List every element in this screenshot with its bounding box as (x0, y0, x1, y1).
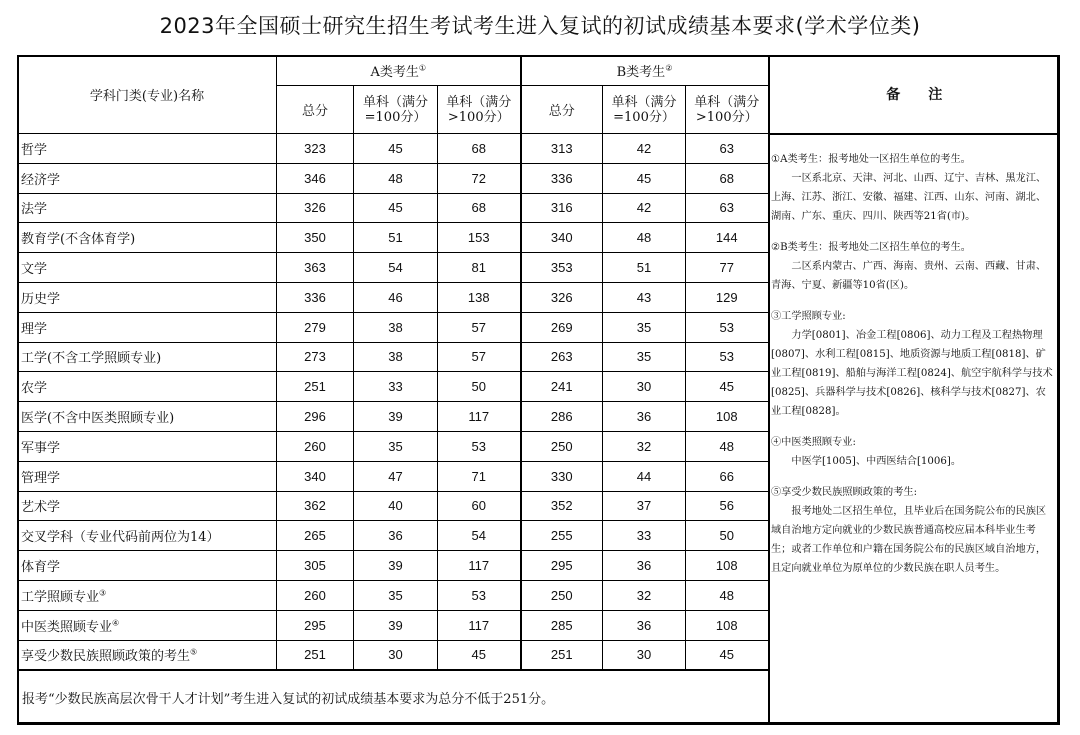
page-title: 2023年全国硕士研究生招生考试考生进入复试的初试成绩基本要求(学术学位类) (159, 14, 921, 38)
header-remarks: 备 注 (769, 56, 1060, 134)
score-a-single-gt100: 53 (438, 580, 521, 610)
score-b-single-gt100: 63 (686, 193, 769, 223)
score-b-total: 336 (521, 163, 603, 193)
score-a-total: 295 (277, 610, 354, 640)
score-a-single-100: 45 (354, 193, 438, 223)
note-5-body: 报考地处二区招生单位，且毕业后在国务院公布的民族区域自治地方定向就业的少数民族普通高校应届本科毕业生考生；或者工作单位和户籍在国务院公布的民族区域自治地方，且定向就业单位为原单位的少数民族在职人员考生。 (771, 506, 1047, 574)
score-a-single-100: 39 (354, 610, 438, 640)
header-b-single-100: 单科（满分 =100分） (603, 86, 686, 134)
score-a-total: 350 (277, 223, 354, 253)
score-a-single-gt100: 72 (438, 163, 521, 193)
score-b-single-gt100: 48 (686, 580, 769, 610)
note-5-head: ⑤享受少数民族照顾政策的考生: (771, 487, 918, 498)
score-a-total: 326 (277, 193, 354, 223)
header-group-b: B类考生② (521, 56, 769, 86)
score-b-single-100: 33 (603, 521, 686, 551)
score-b-total: 250 (521, 431, 603, 461)
score-b-single-100: 36 (603, 402, 686, 432)
note-3-head: ③工学照顾专业: (771, 311, 846, 322)
score-b-single-100: 32 (603, 431, 686, 461)
score-a-single-gt100: 117 (438, 610, 521, 640)
score-b-total: 251 (521, 640, 603, 670)
score-b-single-100: 35 (603, 312, 686, 342)
score-b-single-gt100: 108 (686, 402, 769, 432)
score-b-total: 352 (521, 491, 603, 521)
score-b-single-100: 35 (603, 342, 686, 372)
score-a-single-gt100: 71 (438, 461, 521, 491)
score-a-single-100: 35 (354, 580, 438, 610)
score-a-single-100: 54 (354, 253, 438, 283)
score-a-total: 305 (277, 551, 354, 581)
score-a-single-gt100: 57 (438, 312, 521, 342)
score-b-total: 295 (521, 551, 603, 581)
note-4-head: ④中医类照顾专业: (771, 437, 856, 448)
score-a-total: 340 (277, 461, 354, 491)
score-b-single-gt100: 63 (686, 134, 769, 164)
score-a-single-100: 51 (354, 223, 438, 253)
score-b-single-gt100: 53 (686, 312, 769, 342)
score-a-single-gt100: 60 (438, 491, 521, 521)
score-b-single-100: 36 (603, 551, 686, 581)
score-b-single-100: 32 (603, 580, 686, 610)
score-a-total: 336 (277, 282, 354, 312)
header-b-total: 总分 (521, 86, 603, 134)
score-b-single-100: 45 (603, 163, 686, 193)
remarks-notes (771, 150, 1053, 578)
score-b-single-100: 30 (603, 640, 686, 670)
score-a-total: 323 (277, 134, 354, 164)
score-b-total: 285 (521, 610, 603, 640)
score-b-single-gt100: 108 (686, 551, 769, 581)
score-a-total: 265 (277, 521, 354, 551)
score-b-single-gt100: 48 (686, 431, 769, 461)
score-b-single-100: 44 (603, 461, 686, 491)
score-b-single-gt100: 56 (686, 491, 769, 521)
score-a-single-100: 39 (354, 402, 438, 432)
score-b-single-100: 36 (603, 610, 686, 640)
subject-name: 艺术学 (18, 491, 277, 521)
subject-name: 工学(不含工学照顾专业) (18, 342, 277, 372)
subject-name: 工学照顾专业③ (18, 580, 277, 610)
score-a-single-100: 46 (354, 282, 438, 312)
score-b-single-gt100: 129 (686, 282, 769, 312)
score-a-single-gt100: 68 (438, 134, 521, 164)
score-b-total: 330 (521, 461, 603, 491)
score-a-single-100: 38 (354, 342, 438, 372)
score-a-total: 362 (277, 491, 354, 521)
score-a-single-100: 48 (354, 163, 438, 193)
score-a-total: 260 (277, 580, 354, 610)
header-b-single-gt100: 单科（满分 >100分） (686, 86, 769, 134)
note-2-body: 二区系内蒙古、广西、海南、贵州、云南、西藏、甘肃、青海、宁夏、新疆等10省(区)。 (771, 261, 1047, 291)
score-b-single-100: 37 (603, 491, 686, 521)
score-a-single-gt100: 81 (438, 253, 521, 283)
score-b-total: 263 (521, 342, 603, 372)
subject-name: 农学 (18, 372, 277, 402)
score-b-single-gt100: 77 (686, 253, 769, 283)
score-b-single-gt100: 144 (686, 223, 769, 253)
note-2-head: ②B类考生：报考地处二区招生单位的考生。 (771, 242, 971, 253)
score-b-single-100: 42 (603, 193, 686, 223)
note-3-body: 力学[0801]、冶金工程[0806]、动力工程及工程热物理[0807]、水利工程[0815]、地质资源与地质工程[0818]、矿业工程[0819]、船舶与海洋工程[0824]、航空宇航科学与技术[0825]、兵器科学与技术[0826]、核科学与技术[0827]、农业工程[0828]。 (771, 330, 1053, 417)
subject-name: 理学 (18, 312, 277, 342)
note-1-body: 一区系北京、天津、河北、山西、辽宁、吉林、黑龙江、上海、江苏、浙江、安徽、福建、江西、山东、河南、湖北、湖南、广东、重庆、四川、陕西等21省(市)。 (771, 173, 1047, 222)
score-a-single-gt100: 68 (438, 193, 521, 223)
subject-name: 经济学 (18, 163, 277, 193)
score-b-total: 340 (521, 223, 603, 253)
score-a-total: 363 (277, 253, 354, 283)
score-b-total: 250 (521, 580, 603, 610)
header-a-single-100: 单科（满分 =100分） (354, 86, 438, 134)
score-b-single-100: 43 (603, 282, 686, 312)
score-a-single-100: 45 (354, 134, 438, 164)
score-b-total: 313 (521, 134, 603, 164)
header-group-a: A类考生① (277, 56, 521, 86)
subject-name: 哲学 (18, 134, 277, 164)
subject-name: 教育学(不含体育学) (18, 223, 277, 253)
score-a-single-gt100: 117 (438, 551, 521, 581)
score-b-single-100: 51 (603, 253, 686, 283)
subject-name: 文学 (18, 253, 277, 283)
footer-note: 报考“少数民族高层次骨干人才计划”考生进入复试的初试成绩基本要求为总分不低于251分。 (18, 670, 769, 725)
subject-name: 体育学 (18, 551, 277, 581)
subject-name: 交叉学科（专业代码前两位为14） (18, 521, 277, 551)
score-b-single-100: 42 (603, 134, 686, 164)
score-a-total: 273 (277, 342, 354, 372)
score-b-single-100: 48 (603, 223, 686, 253)
score-a-single-gt100: 54 (438, 521, 521, 551)
score-a-single-gt100: 50 (438, 372, 521, 402)
score-b-single-gt100: 50 (686, 521, 769, 551)
subject-name: 中医类照顾专业④ (18, 610, 277, 640)
score-a-single-gt100: 45 (438, 640, 521, 670)
score-b-single-gt100: 108 (686, 610, 769, 640)
score-b-total: 241 (521, 372, 603, 402)
score-a-total: 346 (277, 163, 354, 193)
score-a-single-100: 36 (354, 521, 438, 551)
score-a-total: 260 (277, 431, 354, 461)
score-a-single-gt100: 138 (438, 282, 521, 312)
header-a-single-gt100: 单科（满分 >100分） (438, 86, 521, 134)
subject-name: 历史学 (18, 282, 277, 312)
score-b-single-100: 30 (603, 372, 686, 402)
score-b-single-gt100: 66 (686, 461, 769, 491)
score-a-single-100: 40 (354, 491, 438, 521)
score-a-single-gt100: 57 (438, 342, 521, 372)
score-a-single-100: 38 (354, 312, 438, 342)
header-a-total: 总分 (277, 86, 354, 134)
score-a-single-100: 47 (354, 461, 438, 491)
score-a-single-100: 33 (354, 372, 438, 402)
note-4-body: 中医学[1005]、中西医结合[1006]。 (791, 456, 962, 467)
note-1-head: ①A类考生：报考地处一区招生单位的考生。 (771, 154, 971, 165)
score-a-total: 296 (277, 402, 354, 432)
score-b-total: 326 (521, 282, 603, 312)
score-b-total: 316 (521, 193, 603, 223)
header-subject: 学科门类(专业)名称 (18, 56, 277, 134)
score-b-single-gt100: 68 (686, 163, 769, 193)
score-b-single-gt100: 45 (686, 640, 769, 670)
subject-name: 医学(不含中医类照顾专业) (18, 402, 277, 432)
subject-name: 管理学 (18, 461, 277, 491)
score-a-total: 251 (277, 372, 354, 402)
score-a-single-100: 30 (354, 640, 438, 670)
score-a-single-gt100: 53 (438, 431, 521, 461)
subject-name: 享受少数民族照顾政策的考生⑤ (18, 640, 277, 670)
score-a-total: 251 (277, 640, 354, 670)
score-a-single-100: 39 (354, 551, 438, 581)
subject-name: 法学 (18, 193, 277, 223)
score-b-total: 255 (521, 521, 603, 551)
score-b-total: 353 (521, 253, 603, 283)
score-a-single-100: 35 (354, 431, 438, 461)
score-a-single-gt100: 117 (438, 402, 521, 432)
subject-name: 军事学 (18, 431, 277, 461)
score-a-total: 279 (277, 312, 354, 342)
score-b-total: 286 (521, 402, 603, 432)
score-b-single-gt100: 45 (686, 372, 769, 402)
score-b-total: 269 (521, 312, 603, 342)
score-a-single-gt100: 153 (438, 223, 521, 253)
score-b-single-gt100: 53 (686, 342, 769, 372)
